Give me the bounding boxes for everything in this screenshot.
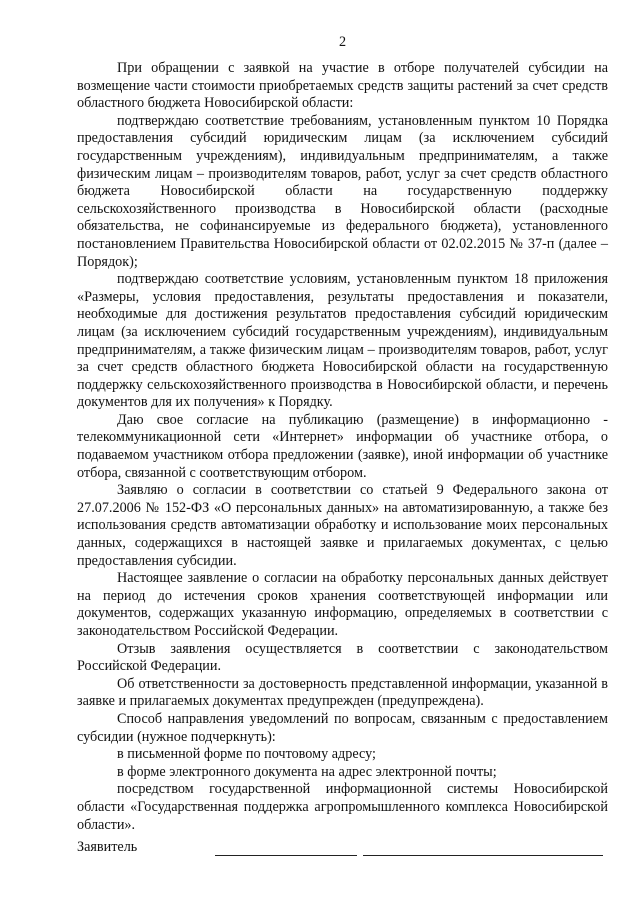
paragraph-revocation: Отзыв заявления осуществляется в соответствии с законодательством Российской Федерации. xyxy=(77,640,608,675)
signature-label: Заявитель xyxy=(77,838,138,855)
paragraph-responsibility: Об ответственности за достоверность представленной информации, указанной в заявке и прилагаемых документах предупрежден (предупреждена). xyxy=(77,675,608,710)
paragraph-requirements: подтверждаю соответствие требованиям, установленным пунктом 10 Порядка предоставления субсидий юридическим лицам (за исключением субсидий государственным учреждениям), индивидуальным предпринимателям, а также физическим лицам – производителям товаров, работ, услуг за счет средств областного бюджета Новосибирской области на государственную поддержку сельскохозяйственного производства в Новосибирской области (расходные обязательства, не софинансируемые из федерального бюджета), установленного постановлением Правительства Новосибирской области от 02.02.2015 № 37-п (далее – Порядок); xyxy=(77,112,608,270)
paragraph-conditions: подтверждаю соответствие условиям, установленным пунктом 18 приложения «Размеры, условия предоставления, результаты предоставления и показатели, необходимые для достижения результатов предоставления субсидий юридическим лицам (за исключением субсидий государственным учреждениям), индивидуальным предпринимателям, а также физическим лицам – производителям товаров, работ, услуг за счет средств областного бюджета Новосибирской области на государственную поддержку сельскохозяйственного производства в Новосибирской области, и перечень документов для их получения» к Порядку. xyxy=(77,271,608,411)
page-number: 2 xyxy=(338,34,347,50)
paragraph-intro: При обращении с заявкой на участие в отборе получателей субсидии на возмещение части стоимости приобретаемых средств защиты растений за счет средств областного бюджета Новосибирской области: xyxy=(77,60,608,112)
paragraph-personal-data-consent: Заявляю о согласии в соответствии со статьей 9 Федерального закона от 27.07.2006 № 152-ФЗ «О персональных данных» на автоматизированную, а также без использования средств автоматизации обработку и использование моих персональных данных, содержащихся в настоящей заявке и прилагаемых документах, с целью предоставления субсидии. xyxy=(77,482,608,569)
name-line xyxy=(363,841,603,856)
option-email: в форме электронного документа на адрес электронной почты; xyxy=(117,763,497,780)
signature-line xyxy=(215,841,357,856)
paragraph-notification-method: Способ направления уведомлений по вопросам, связанным с предоставлением субсидии (нужное подчеркнуть): xyxy=(77,710,608,745)
paragraph-consent-period: Настоящее заявление о согласии на обработку персональных данных действует на период до истечения сроков хранения соответствующей информации или документов, содержащих указанную информацию, определяемых в соответствии с законодательством Российской Федерации. xyxy=(77,570,608,639)
paragraph-publication-consent: Даю свое согласие на публикацию (размещение) в информационно - телекоммуникационной сети «Интернет» информации об участнике отбора, о подаваемом участником отбора предложении (заявке), иной информации об участнике отбора, связанной с соответствующим отбором. xyxy=(77,411,608,481)
option-gis: посредством государственной информационной системы Новосибирской области «Государственная поддержка агропромышленного комплекса Новосибирской области». xyxy=(77,781,608,833)
signature-block xyxy=(77,836,608,856)
option-postal: в письменной форме по почтовому адресу; xyxy=(117,746,376,763)
